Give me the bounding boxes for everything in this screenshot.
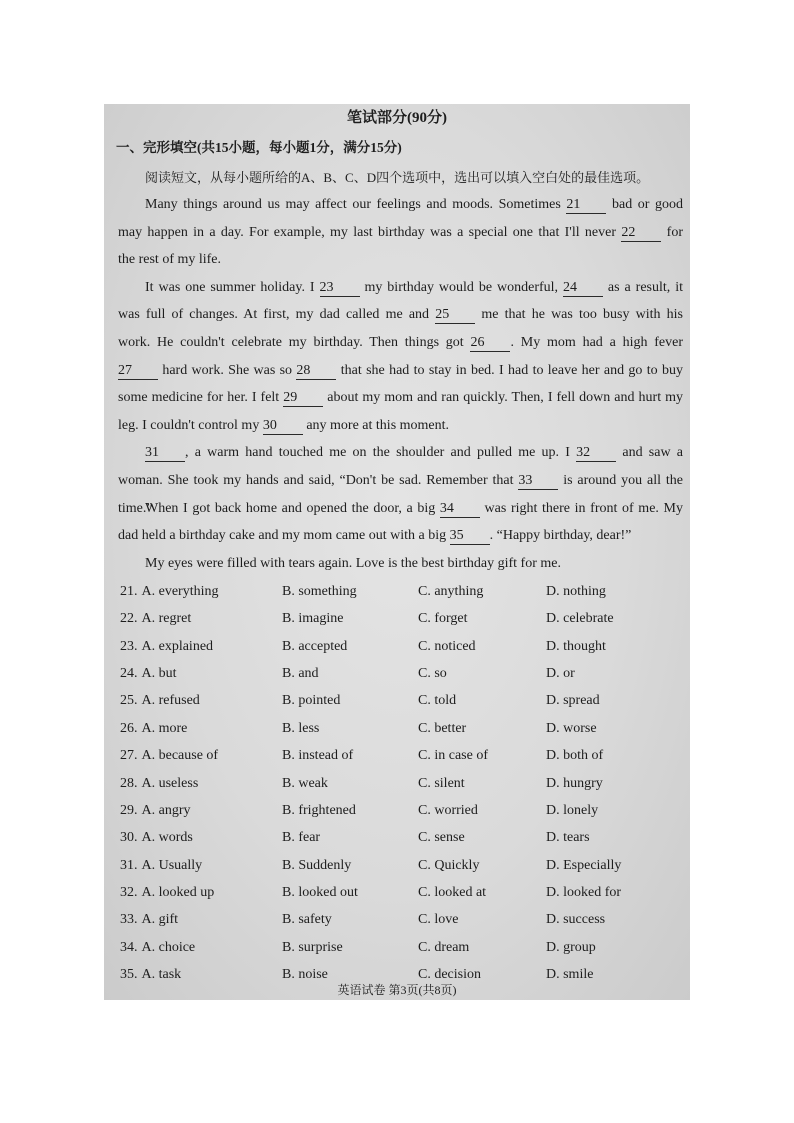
option-cell-a: [120, 934, 195, 961]
blank-33: 33: [518, 472, 558, 490]
option-row: [104, 605, 690, 632]
passage-line: [118, 357, 683, 385]
option-d: D. tears: [546, 830, 590, 846]
passage-line: [118, 522, 683, 550]
option-cell-d: [546, 934, 596, 961]
option-row: [104, 906, 690, 933]
page-footer: 英语试卷 第3页(共8页): [337, 983, 457, 997]
question-number: 34.: [120, 939, 138, 955]
option-cell-c: [418, 633, 476, 660]
blank-27: 27: [118, 362, 158, 380]
option-a: A. but: [141, 666, 177, 682]
option-cell-a: [120, 879, 214, 906]
passage-text: that she had to stay in bed. I had to leave her and go to buy: [336, 362, 683, 378]
option-cell-c: [418, 824, 465, 851]
option-row: [104, 633, 690, 660]
option-cell-c: [418, 879, 486, 906]
option-d: D. or: [546, 666, 575, 682]
option-row: [104, 797, 690, 824]
option-cell-c: [418, 687, 456, 714]
option-b: B. instead of: [282, 748, 354, 764]
option-d: D. lonely: [546, 802, 599, 818]
option-cell-d: [546, 660, 575, 687]
option-cell-a: [120, 770, 198, 797]
passage-text: It was one summer holiday. I: [145, 279, 320, 295]
passage-text: woman. She took my hands and said, “Don't be sad. Remember that: [118, 472, 519, 488]
option-c: C. told: [418, 693, 457, 709]
passage-text: When I got back home and opened the door, a big: [145, 500, 440, 516]
question-number: 32.: [120, 884, 138, 900]
passage-text: me that he was too busy with his: [475, 307, 683, 323]
option-d: D. worse: [546, 720, 597, 736]
option-row: [104, 742, 690, 769]
passage-text: and saw a: [616, 445, 684, 461]
passage-text: may happen in a day. For example, my last birthday was a special one that I'll never: [118, 224, 622, 240]
passage-text: for: [661, 224, 683, 240]
option-c: C. love: [418, 912, 459, 928]
question-number: 25.: [120, 693, 138, 709]
question-number: 31.: [120, 857, 138, 873]
passage-line: [118, 439, 683, 467]
option-cell-a: [120, 578, 218, 605]
option-d: D. both of: [546, 748, 604, 764]
passage-text: any more at this moment.: [302, 417, 450, 433]
question-number: 23.: [120, 638, 138, 654]
option-row: [104, 852, 690, 879]
option-c: C. looked at: [418, 884, 487, 900]
option-cell-b: [282, 660, 319, 687]
option-d: D. celebrate: [546, 611, 614, 627]
passage-line: [118, 219, 683, 247]
option-c: C. dream: [418, 939, 470, 955]
option-cell-b: [282, 578, 357, 605]
question-number: 21.: [120, 584, 138, 599]
blank-35: 35: [450, 527, 490, 545]
option-a: A. explained: [141, 638, 214, 654]
page-title: 笔试部分(90分): [347, 110, 447, 126]
question-number: 27.: [120, 748, 138, 764]
option-cell-a: [120, 687, 200, 714]
option-cell-c: [418, 660, 447, 687]
option-c: C. anything: [418, 584, 484, 599]
passage-line: [118, 384, 683, 412]
passage-line: [118, 495, 683, 523]
option-cell-d: [546, 715, 597, 742]
option-a: A. everything: [141, 584, 219, 599]
passage-text: Many things around us may affect our feelings and moods. Sometimes: [145, 197, 567, 212]
option-d: D. Especially: [546, 857, 622, 873]
option-cell-b: [282, 824, 320, 851]
question-number: 35.: [120, 967, 138, 983]
option-c: C. in case of: [418, 748, 488, 764]
passage-text: some medicine for her. I felt: [118, 390, 284, 406]
passage-text: about my mom and ran quickly. Then, I fell down and hurt my: [323, 390, 683, 406]
passage-line: [118, 191, 683, 219]
passage-line: [118, 246, 683, 274]
option-row: [104, 578, 690, 605]
option-cell-c: [418, 934, 469, 961]
blank-31: 31: [145, 444, 185, 462]
option-cell-c: [418, 906, 458, 933]
question-number: 24.: [120, 666, 138, 682]
option-d: D. smile: [546, 967, 594, 983]
option-a: A. choice: [141, 939, 196, 955]
passage-text: was right there in front of me. My: [479, 500, 683, 516]
option-c: C. Quickly: [418, 857, 480, 873]
passage-text: my birthday would be wonderful,: [359, 279, 563, 295]
option-a: A. Usually: [141, 857, 203, 873]
option-cell-d: [546, 852, 621, 879]
option-b: B. looked out: [282, 884, 358, 900]
passage-text: as a result, it: [602, 279, 684, 295]
passage-text: leg. I couldn't control my: [118, 417, 263, 433]
option-a: A. useless: [141, 775, 199, 791]
options-list: [104, 578, 690, 988]
passage: [118, 191, 683, 577]
option-cell-b: [282, 934, 343, 961]
option-cell-d: [546, 742, 603, 769]
option-b: B. imagine: [282, 611, 344, 627]
passage-text: dad held a birthday cake and my mom came out with a big: [118, 528, 450, 544]
option-c: C. so: [418, 666, 447, 682]
option-row: [104, 660, 690, 687]
option-c: C. sense: [418, 830, 465, 846]
option-cell-d: [546, 687, 600, 714]
option-cell-c: [418, 797, 478, 824]
option-cell-d: [546, 824, 590, 851]
option-cell-b: [282, 715, 319, 742]
option-b: B. weak: [282, 775, 328, 791]
blank-34: 34: [440, 500, 480, 518]
option-cell-b: [282, 852, 351, 879]
passage-text: the rest of my life.: [118, 252, 222, 268]
question-number: 26.: [120, 720, 138, 736]
passage-text: is around you all the time.”: [118, 472, 684, 516]
option-row: [104, 715, 690, 742]
option-a: A. words: [141, 830, 193, 846]
passage-text: , a warm hand touched me on the shoulder and pulled me up. I: [185, 445, 577, 461]
passage-line: [118, 329, 683, 357]
option-c: C. worried: [418, 802, 478, 818]
option-cell-b: [282, 906, 332, 933]
option-a: A. refused: [141, 693, 200, 709]
option-b: B. accepted: [282, 638, 348, 654]
option-d: D. group: [546, 939, 596, 955]
option-cell-a: [120, 906, 178, 933]
option-b: B. surprise: [282, 939, 343, 955]
blank-24: 24: [563, 279, 603, 297]
option-b: B. frightened: [282, 802, 356, 818]
passage-text: hard work. She was so: [158, 362, 297, 378]
option-d: D. hungry: [546, 775, 603, 791]
option-cell-a: [120, 660, 177, 687]
blank-25: 25: [435, 306, 475, 324]
passage-text: work. He couldn't celebrate my birthday. Then things got: [118, 334, 471, 350]
blank-32: 32: [576, 444, 616, 462]
passage-text: bad or good: [606, 197, 683, 212]
option-cell-d: [546, 879, 621, 906]
option-cell-a: [120, 742, 218, 769]
exam-page: [104, 104, 690, 1000]
question-number: 22.: [120, 611, 138, 627]
option-b: B. something: [282, 584, 357, 599]
option-a: A. angry: [141, 802, 191, 818]
blank-23: 23: [320, 279, 360, 297]
section-instruction: 阅读短文，从每小题所给的A、B、C、D四个选项中，选出可以填入空白处的最佳选项。: [145, 170, 650, 185]
option-row: [104, 687, 690, 714]
blank-29: 29: [283, 389, 323, 407]
option-cell-d: [546, 633, 606, 660]
option-c: C. forget: [418, 611, 468, 627]
option-row: [104, 770, 690, 797]
option-cell-a: [120, 852, 202, 879]
passage-text: . “Happy birthday, dear!”: [489, 528, 632, 544]
blank-26: 26: [470, 334, 510, 352]
option-cell-b: [282, 633, 347, 660]
option-cell-c: [418, 605, 468, 632]
option-cell-a: [120, 605, 191, 632]
passage-line: [118, 412, 683, 440]
section-heading: 一、完形填空(共15小题，每小题1分，满分15分): [116, 140, 402, 155]
option-cell-a: [120, 797, 191, 824]
option-a: A. task: [141, 967, 182, 983]
option-cell-a: [120, 824, 193, 851]
option-cell-d: [546, 578, 606, 605]
question-number: 28.: [120, 775, 138, 791]
option-cell-b: [282, 605, 343, 632]
option-a: A. because of: [141, 748, 219, 764]
option-b: B. fear: [282, 830, 321, 846]
passage-line: [118, 301, 683, 329]
option-cell-b: [282, 687, 340, 714]
option-b: B. pointed: [282, 693, 341, 709]
option-c: C. better: [418, 720, 467, 736]
passage-text: . My mom had a high fever: [510, 334, 684, 350]
option-cell-b: [282, 879, 358, 906]
option-d: D. thought: [546, 638, 606, 654]
option-a: A. gift: [141, 912, 179, 928]
option-cell-c: [418, 770, 465, 797]
option-cell-a: [120, 633, 213, 660]
option-d: D. nothing: [546, 584, 606, 599]
option-cell-b: [282, 797, 356, 824]
option-d: D. success: [546, 912, 606, 928]
option-a: A. more: [141, 720, 188, 736]
option-a: A. looked up: [141, 884, 215, 900]
option-cell-c: [418, 742, 488, 769]
option-cell-d: [546, 605, 614, 632]
option-b: B. noise: [282, 967, 328, 983]
blank-30: 30: [263, 417, 303, 435]
blank-28: 28: [296, 362, 336, 380]
option-c: C. noticed: [418, 638, 476, 654]
option-row: [104, 879, 690, 906]
option-cell-c: [418, 715, 466, 742]
option-cell-a: [120, 715, 187, 742]
option-cell-b: [282, 742, 353, 769]
passage-line: [118, 550, 683, 578]
option-cell-d: [546, 770, 603, 797]
question-number: 30.: [120, 830, 138, 846]
option-b: B. and: [282, 666, 319, 682]
passage-line: [118, 274, 683, 302]
option-b: B. Suddenly: [282, 857, 352, 873]
option-b: B. safety: [282, 912, 332, 928]
option-a: A. regret: [141, 611, 192, 627]
option-cell-d: [546, 797, 598, 824]
passage-text: was full of changes. At first, my dad called me and: [118, 307, 436, 323]
option-d: D. spread: [546, 693, 600, 709]
option-d: D. looked for: [546, 884, 622, 900]
question-number: 33.: [120, 912, 138, 928]
option-cell-b: [282, 770, 328, 797]
question-number: 29.: [120, 802, 138, 818]
option-b: B. less: [282, 720, 320, 736]
blank-21: 21: [566, 196, 606, 214]
option-cell-c: [418, 852, 479, 879]
blank-22: 22: [621, 224, 661, 242]
option-row: [104, 934, 690, 961]
option-row: [104, 824, 690, 851]
option-c: C. silent: [418, 775, 465, 791]
option-cell-c: [418, 578, 483, 605]
option-c: C. decision: [418, 967, 481, 983]
option-cell-d: [546, 906, 605, 933]
passage-text: My eyes were filled with tears again. Love is the best birthday gift for me.: [145, 555, 561, 571]
